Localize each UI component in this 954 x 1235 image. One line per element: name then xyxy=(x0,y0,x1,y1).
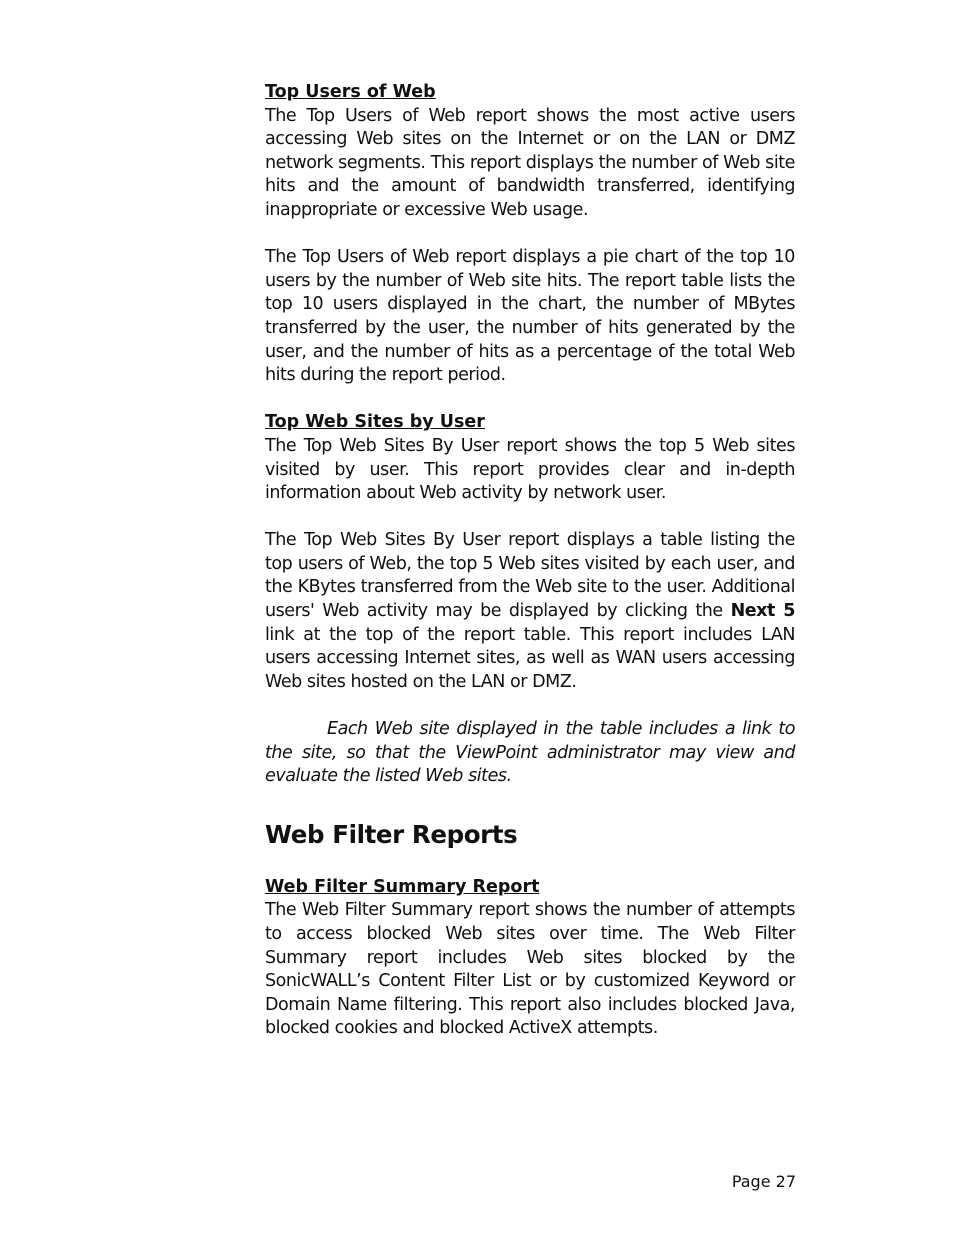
paragraph: The Top Users of Web report shows the most active users accessing Web sites on the Internet or on the LAN or DMZ network segments. This report displays the number of Web site hits and the amount of bandwidth transferred, identifying inappropriate or excessive Web usage. xyxy=(265,105,795,220)
paragraph: The Top Web Sites By User report shows the top 5 Web sites visited by user. This report provides clear and in-depth information about Web activity by network user. xyxy=(265,435,795,504)
paragraph-text: The Top Web Sites By User report displays a table listing the top users of Web, the top 5 Web sites visited by each user, and the KBytes transferred from the Web site to the user. Additional users' Web activity may be displayed by clicking the xyxy=(265,530,795,622)
paragraph-gap xyxy=(265,223,795,247)
paragraph-gap xyxy=(265,388,795,412)
paragraph-gap xyxy=(265,694,795,718)
paragraph xyxy=(265,529,795,694)
section-heading-web-filter-summary-report: Web Filter Summary Report xyxy=(265,876,540,897)
paragraph-text: link at the top of the report table. This report includes LAN users accessing Internet sites, as well as WAN users accessing Web sites hosted on the LAN or DMZ. xyxy=(265,624,795,692)
paragraph: The Top Users of Web report displays a pie chart of the top 10 users by the number of Web site hits. The report table lists the top 10 users displayed in the chart, the number of MBytes transferred by the user, the number of hits generated by the user, and the number of hits as a percentage of the total Web hits during the report period. xyxy=(265,247,795,386)
note-paragraph: Each Web site displayed in the table includes a link to the site, so that the ViewPoint administrator may view and evaluate the listed Web sites. xyxy=(265,719,795,787)
next-5-link-label: Next 5 xyxy=(730,601,795,622)
section-heading-top-users-of-web: Top Users of Web xyxy=(265,82,436,102)
section-heading-top-web-sites-by-user: Top Web Sites by User xyxy=(265,412,485,433)
chapter-heading-web-filter-reports: Web Filter Reports xyxy=(265,819,518,849)
page-number: Page 27 xyxy=(731,1172,796,1191)
heading-gap xyxy=(265,850,795,876)
document-body xyxy=(265,81,795,1041)
paragraph-gap xyxy=(265,506,795,530)
paragraph: The Web Filter Summary report shows the number of attempts to access blocked Web sites over time. The Web Filter Summary report includes Web sites blocked by the SonicWALL’s Content Filter List or by customized Keyword or Domain Name filtering. This report also includes blocked Java, blocked cookies and blocked ActiveX attempts. xyxy=(265,900,795,1039)
